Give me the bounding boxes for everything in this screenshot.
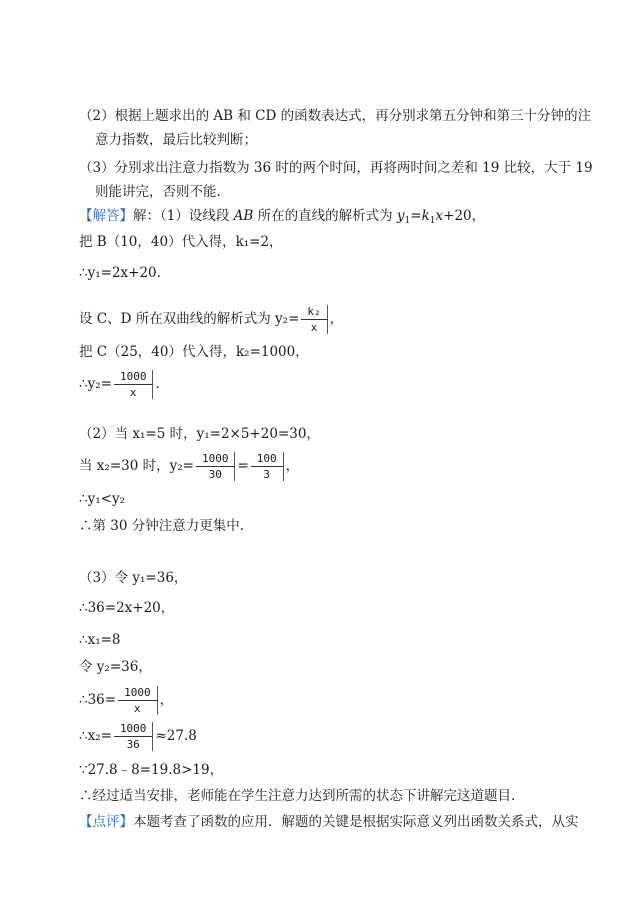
part3-hint-line2: 则能讲完，否则不能. xyxy=(95,184,221,200)
comment-line: 【点评】本题考查了函数的应用．解题的关键是根据实际意义列出函数关系式，从实 xyxy=(79,814,579,830)
part2-line4: ∴第 30 分钟注意力更集中. xyxy=(79,518,245,534)
fraction-k2-over-x: $\frac{\text{k₂}}{x}$ xyxy=(301,305,327,334)
part2-line2: 当 x₂=30 时，y₂= $\frac{1000}{30}$ = $\frac{100}{3}$ ， xyxy=(79,452,300,481)
part3-line1: （3）令 y₁=36， xyxy=(79,570,188,586)
answer-line6: ∴y₂= $\frac{1000}{x}$ . xyxy=(79,370,160,399)
fraction-1000-over-x-2: $\frac{1000}{x}$ xyxy=(118,686,158,715)
part3-line6: ∴x₂= $\frac{1000}{36}$ ≈27.8 xyxy=(79,722,197,751)
fraction-100-over-3: $\frac{100}{3}$ xyxy=(251,452,284,481)
part3-hint-line1: （3）分别求出注意力指数为 36 时的两个时间，再将两时间之差和 19 比较，大于 19 xyxy=(79,160,593,176)
part2-line3: ∴y₁<y₂ xyxy=(79,491,125,507)
answer-tag: 【解答】 xyxy=(79,208,133,224)
fraction-1000-over-x: $\frac{1000}{x}$ xyxy=(114,370,154,399)
comment-tag: 【点评】 xyxy=(79,814,133,830)
part3-line5: ∴36= $\frac{1000}{x}$ ， xyxy=(79,686,174,715)
part3-line4: 令 y₂=36， xyxy=(79,659,152,675)
fraction-1000-over-36: $\frac{1000}{36}$ xyxy=(114,722,154,751)
part3-line8: ∴经过适当安排，老师能在学生注意力达到所需的状态下讲解完这道题目. xyxy=(79,788,516,804)
answer-line4: 设 C、D 所在双曲线的解析式为 y₂= $\frac{\text{k₂}}{x}$ ， xyxy=(79,305,344,334)
part2-hint-line1: （2）根据上题求出的 AB 和 CD 的函数表达式，再分别求第五分钟和第三十分钟的注 xyxy=(79,108,592,124)
answer-line1: 【解答】解：（1）设线段 AB 所在的直线的解析式为 $y_1=k_1x+20$， xyxy=(79,208,486,226)
part2-hint-line2: 意力指数，最后比较判断； xyxy=(95,132,257,148)
answer-line5: 把 C（25，40）代入得，k₂=1000， xyxy=(79,344,309,360)
fraction-1000-over-30: $\frac{1000}{30}$ xyxy=(196,452,236,481)
answer-line3: ∴y₁=2x+20. xyxy=(79,265,161,281)
part3-line7: ∵27.8﹣8=19.8>19， xyxy=(79,762,224,778)
part3-line2: ∴36=2x+20， xyxy=(79,600,175,616)
part2-line1: （2）当 x₁=5 时，y₁=2×5+20=30， xyxy=(79,426,320,442)
answer-line2: 把 B（10，40）代入得，k₁=2， xyxy=(79,234,283,250)
part3-line3: ∴x₁=8 xyxy=(79,632,121,648)
